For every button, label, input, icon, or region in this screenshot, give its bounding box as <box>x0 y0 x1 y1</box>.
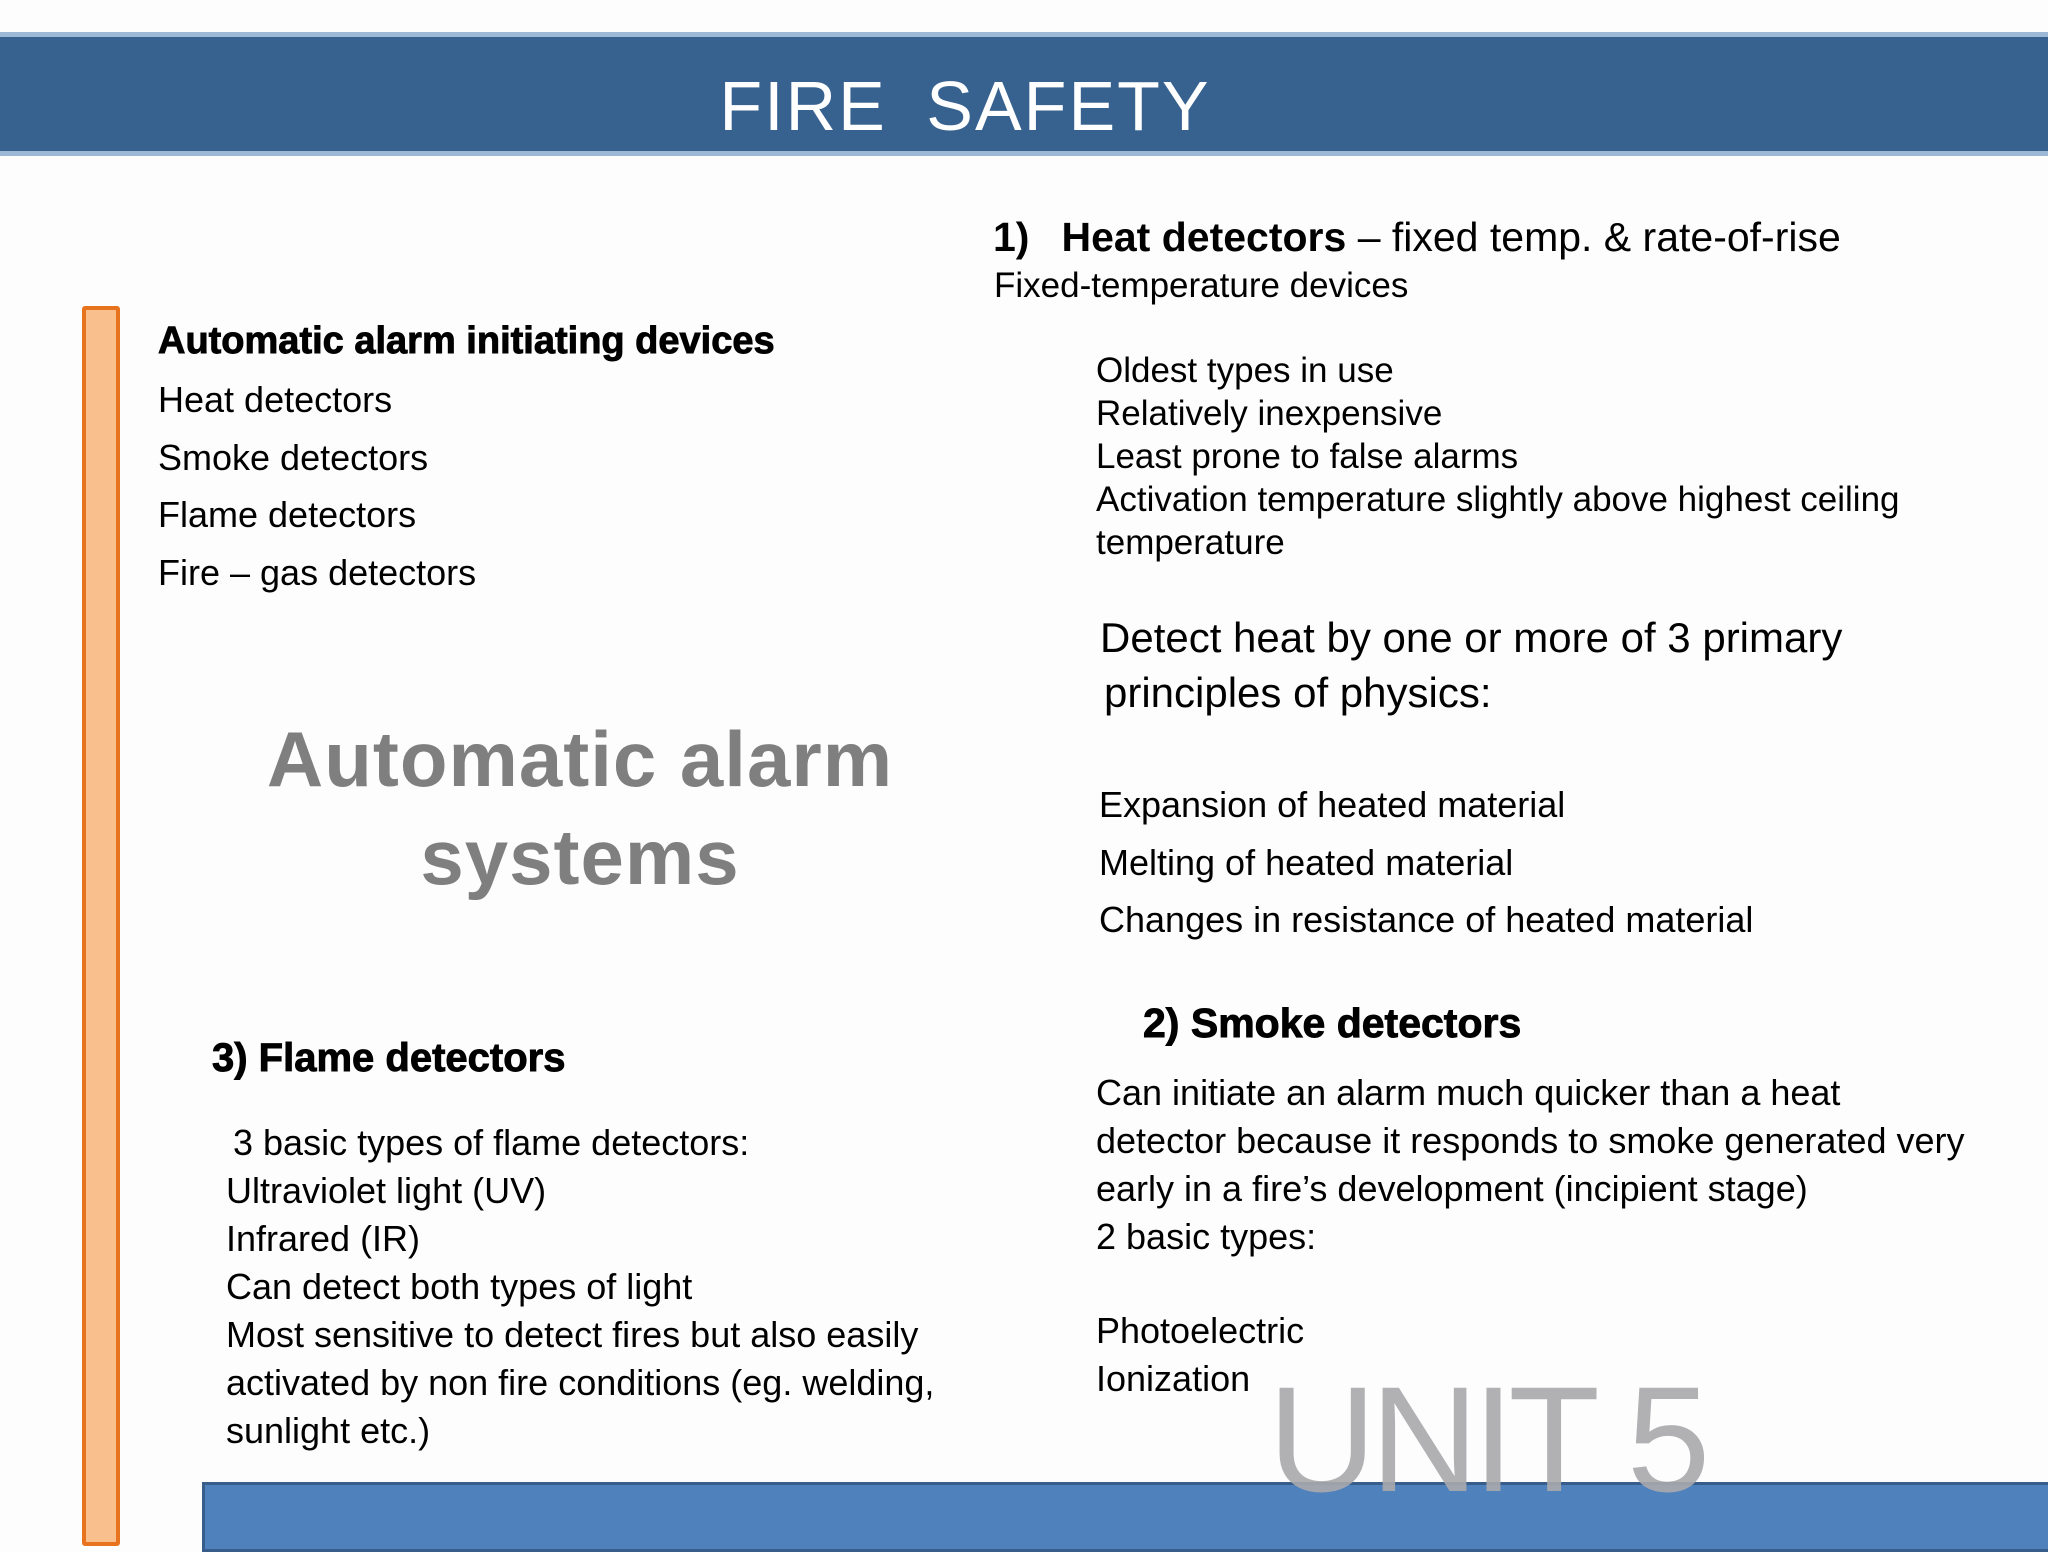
heat-number: 1) <box>993 214 1030 260</box>
list-item: Activation temperature slightly above highest ceiling <box>1096 480 1900 519</box>
big-title-line: systems <box>420 813 740 901</box>
heat-name: Heat detectors <box>1061 214 1347 260</box>
list-item: Changes in resistance of heated material <box>1099 899 1754 940</box>
list-item: activated by non fire conditions (eg. welding, <box>226 1362 935 1403</box>
initiating-devices-heading: Automatic alarm initiating devices <box>158 320 775 362</box>
fixed-temp-label: Fixed-temperature devices <box>994 266 1409 305</box>
text-line: Can initiate an alarm much quicker than a heat <box>1096 1072 1841 1113</box>
principles-intro <box>1100 610 1842 720</box>
list-item: Expansion of heated material <box>1099 784 1566 825</box>
principles-line: Detect heat by one or more of 3 primary <box>1100 614 1843 661</box>
section-big-title <box>190 710 970 906</box>
list-item: Ionization <box>1096 1358 1251 1399</box>
big-title-line: Automatic alarm <box>266 715 894 803</box>
list-item: Relatively inexpensive <box>1096 394 1443 433</box>
principles-list <box>1099 783 1753 956</box>
left-accent-bar <box>82 306 120 1546</box>
smoke-description <box>1096 1071 1965 1263</box>
list-item: Most sensitive to detect fires but also easily <box>226 1314 919 1355</box>
list-item: Oldest types in use <box>1096 351 1394 390</box>
flame-intro: 3 basic types of flame detectors: <box>233 1122 750 1163</box>
heat-points-list <box>1096 349 1900 564</box>
list-item: Heat detectors <box>158 379 393 420</box>
flame-detectors-list <box>226 1169 934 1457</box>
text-line: early in a fire’s development (incipient stage) <box>1096 1168 1808 1209</box>
list-item: Infrared (IR) <box>226 1218 421 1259</box>
principles-line: principles of physics: <box>1104 669 1492 716</box>
heat-suffix: – fixed temp. & rate-of-rise <box>1346 214 1841 260</box>
bottom-accent-bar <box>202 1482 2048 1552</box>
text-line: detector because it responds to smoke generated very <box>1096 1120 1965 1161</box>
list-item: Photoelectric <box>1096 1310 1305 1351</box>
list-item: Ultraviolet light (UV) <box>226 1170 547 1211</box>
list-item: Flame detectors <box>158 494 417 535</box>
initiating-devices-list <box>158 378 476 608</box>
flame-detectors-heading: 3) Flame detectors <box>212 1036 566 1080</box>
slide-title: FIRE SAFETY <box>719 67 1211 145</box>
text-line: 2 basic types: <box>1096 1216 1317 1257</box>
list-item: sunlight etc.) <box>226 1410 431 1451</box>
list-item: Can detect both types of light <box>226 1266 693 1307</box>
smoke-detectors-heading: 2) Smoke detectors <box>1143 1000 1522 1046</box>
heat-detectors-heading <box>993 212 1841 262</box>
smoke-types-list <box>1096 1309 1304 1405</box>
list-item: Least prone to false alarms <box>1096 437 1519 476</box>
list-item: Fire – gas detectors <box>158 551 477 593</box>
list-item: temperature <box>1096 523 1285 562</box>
unit-watermark: UNIT 5 <box>1268 1355 1705 1523</box>
list-item: Melting of heated material <box>1099 841 1514 883</box>
list-item: Smoke detectors <box>158 436 429 478</box>
